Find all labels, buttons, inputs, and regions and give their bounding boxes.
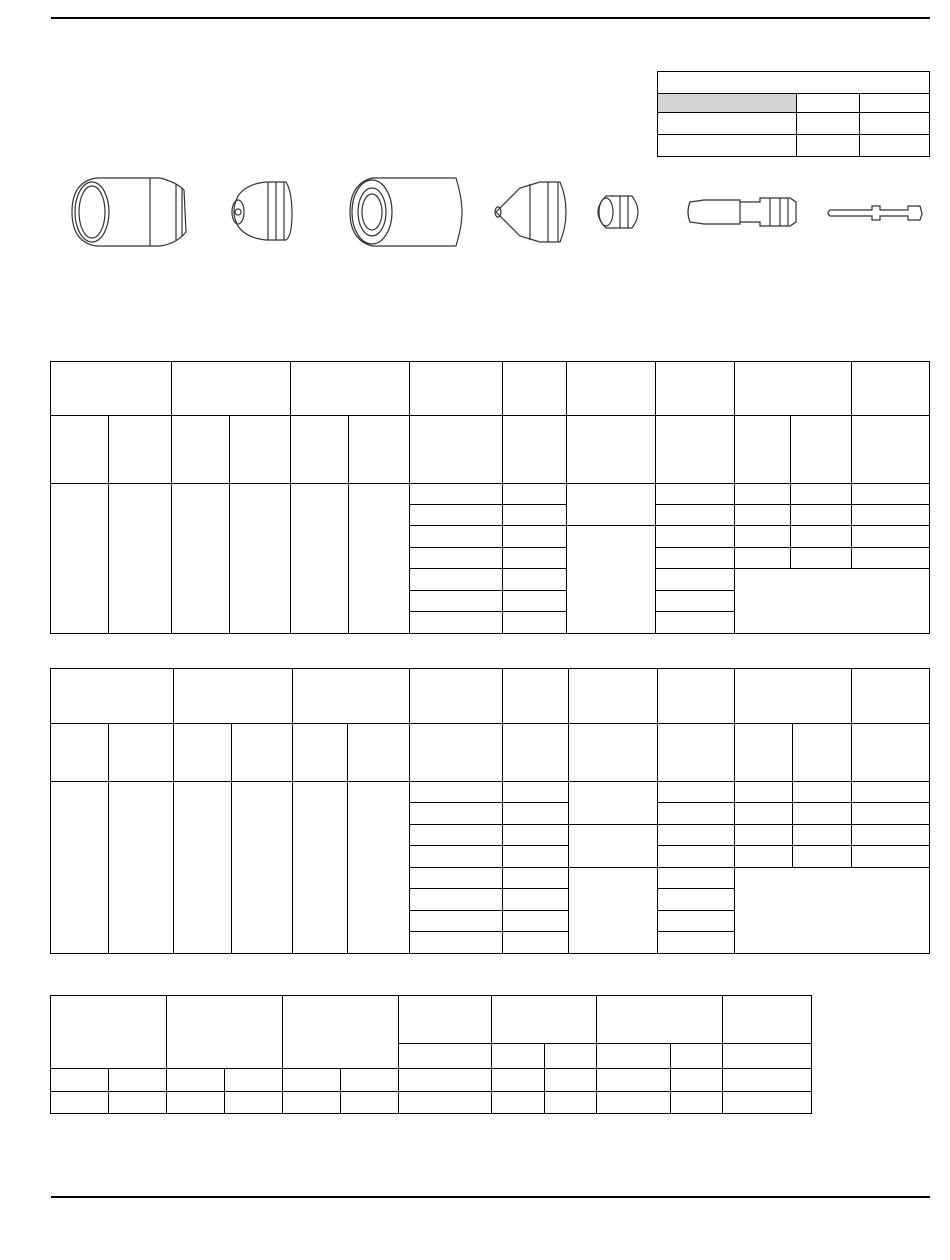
table-rule-line bbox=[811, 995, 812, 1114]
swirl-ring-icon bbox=[598, 196, 638, 228]
table-rule-line bbox=[929, 668, 930, 954]
table-rule-line bbox=[108, 723, 109, 954]
table-rule-line bbox=[657, 910, 734, 911]
table-rule-line bbox=[655, 568, 930, 569]
nozzle-icon bbox=[495, 182, 566, 242]
table-rule-line bbox=[108, 415, 109, 634]
table-rule-line bbox=[50, 781, 930, 782]
table-rule-line bbox=[670, 1043, 671, 1114]
table-rule-line bbox=[50, 361, 51, 634]
table-rule-line bbox=[229, 415, 230, 634]
table-rule-line bbox=[398, 1043, 812, 1044]
table-rule-line bbox=[657, 156, 930, 157]
table-rule-line bbox=[50, 668, 930, 669]
table-rule-line bbox=[50, 1113, 812, 1114]
table-rule-line bbox=[409, 931, 568, 932]
table-rule-line bbox=[290, 361, 291, 634]
consumable-parts-illustration bbox=[0, 160, 950, 270]
table-rule-line bbox=[409, 910, 568, 911]
table-rule-line bbox=[409, 611, 566, 612]
table-rule-line bbox=[409, 668, 410, 954]
marking-chart-table bbox=[50, 995, 812, 1114]
footer-rule bbox=[51, 1196, 930, 1198]
table-rule-line bbox=[722, 995, 723, 1114]
legend-header-shade bbox=[658, 93, 796, 112]
table-rule-line bbox=[851, 361, 852, 569]
table-rule-line bbox=[859, 93, 860, 157]
table-rule-line bbox=[409, 845, 568, 846]
table-rule-line bbox=[409, 547, 566, 548]
table-rule-line bbox=[566, 361, 567, 634]
table-rule-line bbox=[929, 71, 930, 157]
table-rule-line bbox=[596, 995, 597, 1114]
table-rule-line bbox=[347, 723, 348, 954]
table-rule-line bbox=[348, 415, 349, 634]
table-rule-line bbox=[502, 668, 503, 954]
cut-chart-table-1 bbox=[50, 361, 930, 634]
table-rule-line bbox=[655, 504, 930, 505]
table-rule-line bbox=[50, 668, 51, 954]
table-rule-line bbox=[166, 995, 167, 1114]
table-rule-line bbox=[929, 361, 930, 634]
table-rule-line bbox=[398, 995, 399, 1114]
table-rule-line bbox=[108, 1068, 109, 1114]
table-rule-line bbox=[50, 1068, 812, 1069]
table-rule-line bbox=[409, 361, 410, 634]
table-rule-line bbox=[657, 931, 734, 932]
table-rule-line bbox=[790, 415, 791, 569]
table-rule-line bbox=[851, 668, 852, 868]
table-rule-line bbox=[657, 93, 930, 94]
table-rule-line bbox=[568, 668, 569, 954]
retaining-cap-icon bbox=[350, 178, 462, 246]
table-rule-line bbox=[657, 71, 930, 72]
shield-icon bbox=[232, 182, 292, 240]
table-rule-line bbox=[171, 361, 172, 634]
table-rule-line bbox=[409, 590, 566, 591]
shield-cap-icon bbox=[72, 178, 186, 246]
table-rule-line bbox=[409, 568, 566, 569]
table-rule-line bbox=[50, 723, 930, 724]
table-rule-line bbox=[796, 93, 797, 157]
table-rule-line bbox=[50, 1091, 812, 1092]
water-tube-icon bbox=[828, 206, 922, 220]
table-rule-line bbox=[792, 723, 793, 868]
table-rule-line bbox=[657, 888, 734, 889]
table-rule-line bbox=[409, 504, 566, 505]
legend-table bbox=[657, 71, 930, 157]
table-rule-line bbox=[409, 802, 568, 803]
table-rule-line bbox=[502, 361, 503, 634]
table-rule-line bbox=[655, 361, 656, 634]
table-rule-line bbox=[657, 112, 930, 113]
table-rule-line bbox=[655, 611, 734, 612]
table-rule-line bbox=[50, 415, 930, 416]
table-rule-line bbox=[50, 361, 930, 362]
table-rule-line bbox=[655, 547, 930, 548]
table-rule-line bbox=[292, 668, 293, 954]
header-rule bbox=[51, 17, 930, 19]
cut-chart-table-2 bbox=[50, 668, 930, 954]
table-rule-line bbox=[50, 953, 930, 954]
table-rule-line bbox=[657, 71, 658, 157]
table-rule-line bbox=[50, 995, 812, 996]
table-rule-line bbox=[340, 1068, 341, 1114]
table-rule-line bbox=[50, 995, 51, 1114]
table-rule-line bbox=[50, 483, 930, 484]
table-rule-line bbox=[224, 1068, 225, 1114]
table-rule-line bbox=[50, 633, 930, 634]
electrode-icon bbox=[688, 198, 796, 226]
table-rule-line bbox=[734, 668, 735, 954]
table-rule-line bbox=[173, 668, 174, 954]
table-rule-line bbox=[491, 995, 492, 1114]
table-rule-line bbox=[657, 845, 930, 846]
table-rule-line bbox=[282, 995, 283, 1114]
table-rule-line bbox=[657, 668, 658, 954]
table-rule-line bbox=[409, 888, 568, 889]
table-rule-line bbox=[655, 590, 734, 591]
table-rule-line bbox=[657, 802, 930, 803]
table-rule-line bbox=[231, 723, 232, 954]
table-rule-line bbox=[734, 361, 735, 634]
table-rule-line bbox=[657, 134, 930, 135]
table-rule-line bbox=[544, 1043, 545, 1114]
